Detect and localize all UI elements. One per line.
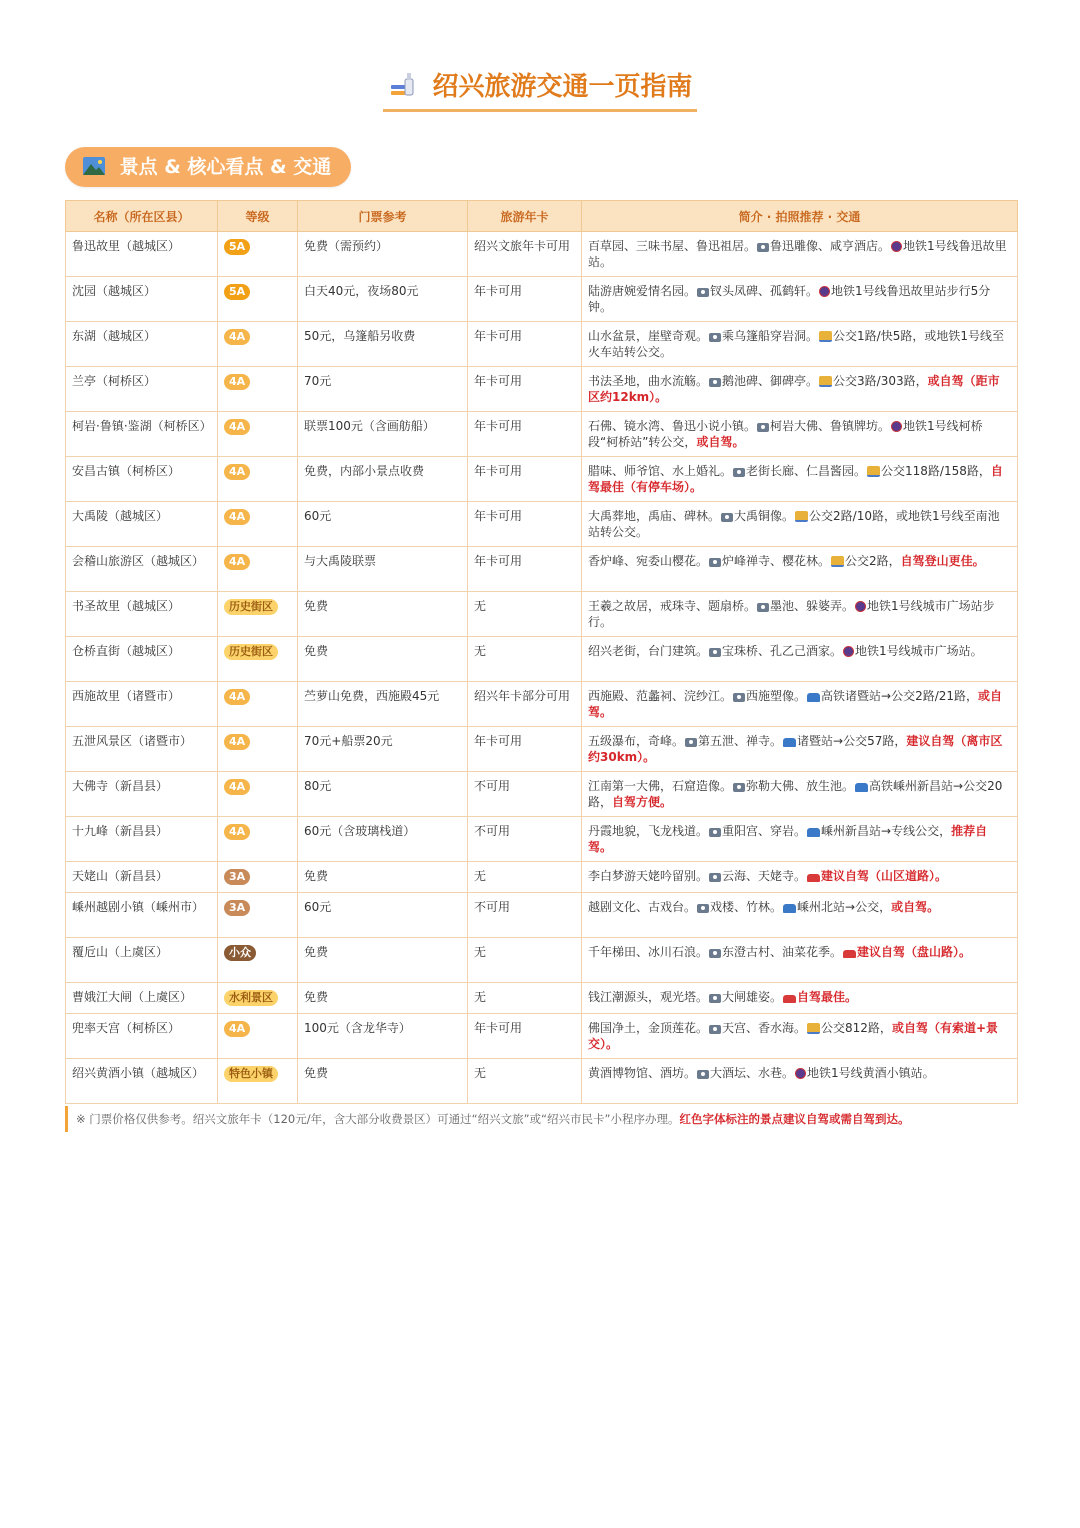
cell-level (218, 817, 298, 862)
cell-intro (582, 502, 1018, 547)
bus-icon (867, 466, 880, 477)
camera-icon (757, 603, 769, 612)
camera-icon (697, 1070, 709, 1079)
cell-name: 会稽山旅游区（越城区） (66, 547, 218, 592)
cell-intro (582, 682, 1018, 727)
camera-icon (709, 873, 721, 882)
intro-text: 山水盆景，崖壁奇观。 (588, 329, 709, 343)
cell-intro (582, 232, 1018, 277)
table-row (66, 682, 1018, 727)
metro-icon (795, 1068, 806, 1079)
camera-icon (709, 378, 721, 387)
cell-card: 不可用 (468, 893, 582, 938)
table-row (66, 893, 1018, 938)
cell-ticket: 80元 (298, 772, 468, 817)
section-header (65, 147, 351, 187)
train-icon (783, 738, 796, 747)
photo-text: 戏楼、竹林。 (710, 900, 783, 914)
header-level: 等级 (218, 201, 298, 232)
cell-ticket: 100元（含龙华寺） (298, 1014, 468, 1059)
cell-card: 年卡可用 (468, 547, 582, 592)
car-icon (783, 995, 796, 1003)
level-badge: 小众 (224, 945, 256, 961)
table-row (66, 502, 1018, 547)
advice-text: 自驾最佳。 (797, 990, 858, 1004)
level-badge: 4A (224, 374, 250, 390)
level-badge: 4A (224, 464, 250, 480)
intro-text: 越剧文化、古戏台。 (588, 900, 697, 914)
metro-icon (843, 646, 854, 657)
cell-level (218, 862, 298, 893)
intro-text: 佛国净土，金顶莲花。 (588, 1021, 709, 1035)
header-ticket: 门票参考 (298, 201, 468, 232)
photo-text: 西施塑像。 (746, 689, 807, 703)
photo-text: 重阳宫、穿岩。 (722, 824, 807, 838)
transit-text: 公交2路， (845, 554, 901, 568)
cell-card: 年卡可用 (468, 322, 582, 367)
cell-name: 东湖（越城区） (66, 322, 218, 367)
level-badge: 历史街区 (224, 644, 278, 660)
cell-ticket: 免费 (298, 862, 468, 893)
cell-name: 柯岩·鲁镇·鉴湖（柯桥区） (66, 412, 218, 457)
cell-name: 兜率天宫（柯桥区） (66, 1014, 218, 1059)
header-intro: 简介 · 拍照推荐 · 交通 (582, 201, 1018, 232)
photo-text: 云海、天姥寺。 (722, 869, 807, 883)
intro-text: 腊味、师爷馆、水上婚礼。 (588, 464, 733, 478)
cell-intro (582, 322, 1018, 367)
level-badge: 3A (224, 900, 250, 916)
photo-text: 第五泄、禅寺。 (698, 734, 783, 748)
metro-icon (855, 601, 866, 612)
level-badge: 5A (224, 284, 250, 300)
intro-text: 江南第一大佛，石窟造像。 (588, 779, 733, 793)
camera-icon (709, 994, 721, 1003)
cell-name: 鲁迅故里（越城区） (66, 232, 218, 277)
cell-ticket: 免费 (298, 938, 468, 983)
attractions-table (65, 200, 1018, 1104)
cell-level (218, 232, 298, 277)
cell-intro (582, 817, 1018, 862)
table-row (66, 983, 1018, 1014)
camera-icon (709, 828, 721, 837)
cell-card: 绍兴年卡部分可用 (468, 682, 582, 727)
table-header-row (66, 201, 1018, 232)
level-badge: 4A (224, 419, 250, 435)
train-icon (783, 904, 796, 913)
cell-name: 十九峰（新昌县） (66, 817, 218, 862)
cell-card: 无 (468, 938, 582, 983)
transit-text: 公交3路/303路， (833, 374, 928, 388)
advice-text: 或自驾。 (696, 435, 745, 449)
header-name: 名称（所在区县） (66, 201, 218, 232)
transit-text: 公交2路/10路，或地铁1号线至南池站转公交。 (588, 509, 1000, 539)
photo-text: 大闸雄姿。 (722, 990, 783, 1004)
cell-intro (582, 862, 1018, 893)
cell-level (218, 1014, 298, 1059)
cell-name: 大禹陵（越城区） (66, 502, 218, 547)
table-row (66, 727, 1018, 772)
cell-name: 沈园（越城区） (66, 277, 218, 322)
cell-intro (582, 277, 1018, 322)
advice-text: 或自驾。 (891, 900, 940, 914)
cell-card: 年卡可用 (468, 457, 582, 502)
camera-icon (709, 1025, 721, 1034)
table-row (66, 547, 1018, 592)
transit-text: 地铁1号线鲁迅故里站。 (588, 239, 1007, 269)
cell-card: 年卡可用 (468, 277, 582, 322)
advice-text: 建议自驾（盘山路）。 (857, 945, 972, 959)
transit-text: 公交812路， (821, 1021, 892, 1035)
cell-intro (582, 637, 1018, 682)
cell-name: 大佛寺（新昌县） (66, 772, 218, 817)
car-icon (807, 874, 820, 882)
cell-card: 无 (468, 592, 582, 637)
camera-icon (709, 558, 721, 567)
photo-text: 钗头凤碑、孤鹤轩。 (710, 284, 819, 298)
cell-level (218, 893, 298, 938)
cell-ticket: 免费 (298, 1059, 468, 1104)
cell-ticket: 免费（需预约） (298, 232, 468, 277)
photo-text: 炉峰禅寺、樱花林。 (722, 554, 831, 568)
advice-text: 推荐自驾。 (588, 824, 988, 854)
cell-ticket: 50元，乌篷船另收费 (298, 322, 468, 367)
cell-intro (582, 1059, 1018, 1104)
cell-intro (582, 983, 1018, 1014)
intro-text: 石佛、镜水湾、鲁迅小说小镇。 (588, 419, 757, 433)
transit-text: 地铁1号线城市广场站。 (855, 644, 983, 658)
cell-level (218, 682, 298, 727)
bus-icon (831, 556, 844, 567)
photo-text: 鲁迅雕像、咸亨酒店。 (770, 239, 891, 253)
footnote-text: ※ 门票价格仅供参考。绍兴文旅年卡（120元/年，含大部分收费景区）可通过“绍兴文旅”或“绍兴市民卡”小程序办理。 (76, 1112, 680, 1126)
camera-icon (709, 648, 721, 657)
advice-text: 自驾最佳（有停车场）。 (588, 464, 1003, 494)
level-badge: 4A (224, 329, 250, 345)
transit-text: 地铁1号线柯桥段“柯桥站”转公交， (588, 419, 983, 449)
camera-icon (733, 783, 745, 792)
cell-card: 无 (468, 983, 582, 1014)
intro-text: 千年梯田、冰川石浪。 (588, 945, 709, 959)
intro-text: 李白梦游天姥吟留别。 (588, 869, 709, 883)
intro-text: 大禹葬地，禹庙、碑林。 (588, 509, 721, 523)
table-row (66, 232, 1018, 277)
intro-text: 香炉峰、宛委山樱花。 (588, 554, 709, 568)
cell-level (218, 772, 298, 817)
advice-text: 或自驾（距市区约12km）。 (588, 374, 1000, 404)
level-badge: 4A (224, 554, 250, 570)
cell-ticket: 免费 (298, 592, 468, 637)
intro-text: 钱江潮源头，观光塔。 (588, 990, 709, 1004)
section-title: 景点 & 核心看点 & 交通 (119, 156, 332, 178)
footnote-red-text: 红色字体标注的景点建议自驾或需自驾到达。 (679, 1112, 910, 1126)
page-title-text: 绍兴旅游交通一页指南 (432, 72, 693, 102)
cell-name: 天姥山（新昌县） (66, 862, 218, 893)
cell-ticket: 60元 (298, 502, 468, 547)
transit-text: 嵊州新昌站→专线公交， (821, 824, 952, 838)
cell-level (218, 322, 298, 367)
table-row (66, 817, 1018, 862)
cell-ticket: 苎萝山免费，西施殿45元 (298, 682, 468, 727)
metro-icon (891, 421, 902, 432)
table-row (66, 1059, 1018, 1104)
car-icon (843, 950, 856, 958)
cell-name: 仓桥直街（越城区） (66, 637, 218, 682)
table-row (66, 367, 1018, 412)
cell-ticket: 免费 (298, 637, 468, 682)
cell-card: 无 (468, 637, 582, 682)
metro-icon (891, 241, 902, 252)
photo-text: 墨池、躲婆弄。 (770, 599, 855, 613)
photo-text: 鹅池碑、御碑亭。 (722, 374, 819, 388)
intro-text: 五级瀑布，奇峰。 (588, 734, 685, 748)
bus-icon (819, 331, 832, 342)
advice-text: 自驾方便。 (612, 795, 673, 809)
header-card: 旅游年卡 (468, 201, 582, 232)
table-row (66, 277, 1018, 322)
train-icon (855, 783, 868, 792)
page-title (0, 66, 1080, 112)
intro-text: 陆游唐婉爱情名园。 (588, 284, 697, 298)
camera-icon (697, 904, 709, 913)
photo-text: 柯岩大佛、鲁镇牌坊。 (770, 419, 891, 433)
transit-text: 地铁1号线城市广场站步行。 (588, 599, 995, 629)
intro-text: 丹霞地貌，飞龙栈道。 (588, 824, 709, 838)
cell-ticket: 70元 (298, 367, 468, 412)
table-row (66, 637, 1018, 682)
metro-icon (819, 286, 830, 297)
cell-intro (582, 592, 1018, 637)
bus-icon (807, 1023, 820, 1034)
cell-ticket: 免费，内部小景点收费 (298, 457, 468, 502)
bus-icon (819, 376, 832, 387)
level-badge: 4A (224, 779, 250, 795)
cell-ticket: 联票100元（含画舫船） (298, 412, 468, 457)
footnote (65, 1106, 1026, 1132)
cell-level (218, 277, 298, 322)
cell-name: 安昌古镇（柯桥区） (66, 457, 218, 502)
intro-text: 王羲之故居，戒珠寺、题扇桥。 (588, 599, 757, 613)
cell-level (218, 457, 298, 502)
transit-text: 嵊州北站→公交， (797, 900, 892, 914)
train-icon (807, 828, 820, 837)
level-badge: 历史街区 (224, 599, 278, 615)
cell-card: 年卡可用 (468, 727, 582, 772)
camera-icon (697, 288, 709, 297)
cell-name: 书圣故里（越城区） (66, 592, 218, 637)
intro-text: 黄酒博物馆、酒坊。 (588, 1066, 697, 1080)
cell-card: 年卡可用 (468, 502, 582, 547)
photo-text: 天宫、香水海。 (722, 1021, 807, 1035)
transit-text: 地铁1号线黄酒小镇站。 (807, 1066, 935, 1080)
cell-card: 年卡可用 (468, 412, 582, 457)
train-icon (807, 693, 820, 702)
cell-ticket: 60元（含玻璃栈道） (298, 817, 468, 862)
photo-text: 大禹铜像。 (734, 509, 795, 523)
transit-text: 公交118路/158路， (881, 464, 991, 478)
photo-text: 宝珠桥、孔乙己酒家。 (722, 644, 843, 658)
cell-level (218, 547, 298, 592)
cell-ticket: 免费 (298, 983, 468, 1014)
intro-text: 百草园、三味书屋、鲁迅祖居。 (588, 239, 757, 253)
cell-name: 覆卮山（上虞区） (66, 938, 218, 983)
cell-level (218, 983, 298, 1014)
bus-icon (795, 511, 808, 522)
advice-text: 或自驾。 (588, 689, 1003, 719)
table-row (66, 862, 1018, 893)
cell-intro (582, 457, 1018, 502)
cell-card: 不可用 (468, 817, 582, 862)
cell-level (218, 637, 298, 682)
cell-intro (582, 412, 1018, 457)
cell-ticket: 白天40元，夜场80元 (298, 277, 468, 322)
cell-intro (582, 727, 1018, 772)
cell-card: 不可用 (468, 772, 582, 817)
camera-icon (685, 738, 697, 747)
transit-text: 地铁1号线鲁迅故里站步行5分钟。 (588, 284, 991, 314)
cell-intro (582, 893, 1018, 938)
table-row (66, 938, 1018, 983)
level-badge: 4A (224, 689, 250, 705)
cell-level (218, 412, 298, 457)
level-badge: 3A (224, 869, 250, 885)
cell-name: 西施故里（诸暨市） (66, 682, 218, 727)
cell-name: 五泄风景区（诸暨市） (66, 727, 218, 772)
cell-intro (582, 367, 1018, 412)
cell-name: 嵊州越剧小镇（嵊州市） (66, 893, 218, 938)
cell-intro (582, 1014, 1018, 1059)
table-row (66, 322, 1018, 367)
camera-icon (709, 949, 721, 958)
advice-text: 自驾登山更佳。 (900, 554, 985, 568)
cell-level (218, 1059, 298, 1104)
photo-text: 老街长廊、仁昌酱园。 (746, 464, 867, 478)
advice-text: 或自驾（有索道+景交）。 (588, 1021, 998, 1051)
cell-level (218, 367, 298, 412)
camera-icon (757, 423, 769, 432)
cell-ticket: 70元+船票20元 (298, 727, 468, 772)
level-badge: 4A (224, 509, 250, 525)
level-badge: 4A (224, 734, 250, 750)
table-row (66, 457, 1018, 502)
intro-text: 西施殿、范蠡祠、浣纱江。 (588, 689, 733, 703)
cell-card: 无 (468, 862, 582, 893)
camera-icon (733, 468, 745, 477)
cell-card: 无 (468, 1059, 582, 1104)
table-row (66, 592, 1018, 637)
cell-name: 兰亭（柯桥区） (66, 367, 218, 412)
intro-text: 书法圣地，曲水流觞。 (588, 374, 709, 388)
transit-text: 诸暨站→公交57路， (797, 734, 907, 748)
cell-intro (582, 938, 1018, 983)
camera-icon (721, 513, 733, 522)
level-badge: 特色小镇 (224, 1066, 278, 1082)
photo-text: 弥勒大佛、放生池。 (746, 779, 855, 793)
camera-icon (733, 693, 745, 702)
table-row (66, 772, 1018, 817)
cell-intro (582, 547, 1018, 592)
level-badge: 5A (224, 239, 250, 255)
photo-text: 大酒坛、水巷。 (710, 1066, 795, 1080)
cell-name: 绍兴黄酒小镇（越城区） (66, 1059, 218, 1104)
photo-text: 东澄古村、油菜花季。 (722, 945, 843, 959)
cell-level (218, 592, 298, 637)
cell-card: 年卡可用 (468, 367, 582, 412)
transit-text: 高铁诸暨站→公交2路/21路， (821, 689, 979, 703)
photo-text: 乘乌篷船穿岩洞。 (722, 329, 819, 343)
camera-icon (709, 333, 721, 342)
level-badge: 4A (224, 1021, 250, 1037)
transit-text: 公交1路/快5路，或地铁1号线至火车站转公交。 (588, 329, 1004, 359)
transit-text: 高铁嵊州新昌站→公交20路， (588, 779, 1003, 809)
level-badge: 水利景区 (224, 990, 278, 1006)
cell-level (218, 502, 298, 547)
cell-level (218, 938, 298, 983)
intro-text: 绍兴老街，台门建筑。 (588, 644, 709, 658)
cell-level (218, 727, 298, 772)
advice-text: 建议自驾（山区道路）。 (821, 869, 948, 883)
cell-card: 绍兴文旅年卡可用 (468, 232, 582, 277)
table-row (66, 1014, 1018, 1059)
cell-card: 年卡可用 (468, 1014, 582, 1059)
cell-ticket: 与大禹陵联票 (298, 547, 468, 592)
advice-text: 建议自驾（离市区约30km）。 (588, 734, 1003, 764)
cell-name: 曹娥江大闸（上虞区） (66, 983, 218, 1014)
bottle-icon (387, 69, 417, 99)
cell-ticket: 60元 (298, 893, 468, 938)
level-badge: 4A (224, 824, 250, 840)
camera-icon (757, 243, 769, 252)
cell-intro (582, 772, 1018, 817)
table-row (66, 412, 1018, 457)
mountain-icon (83, 157, 105, 175)
